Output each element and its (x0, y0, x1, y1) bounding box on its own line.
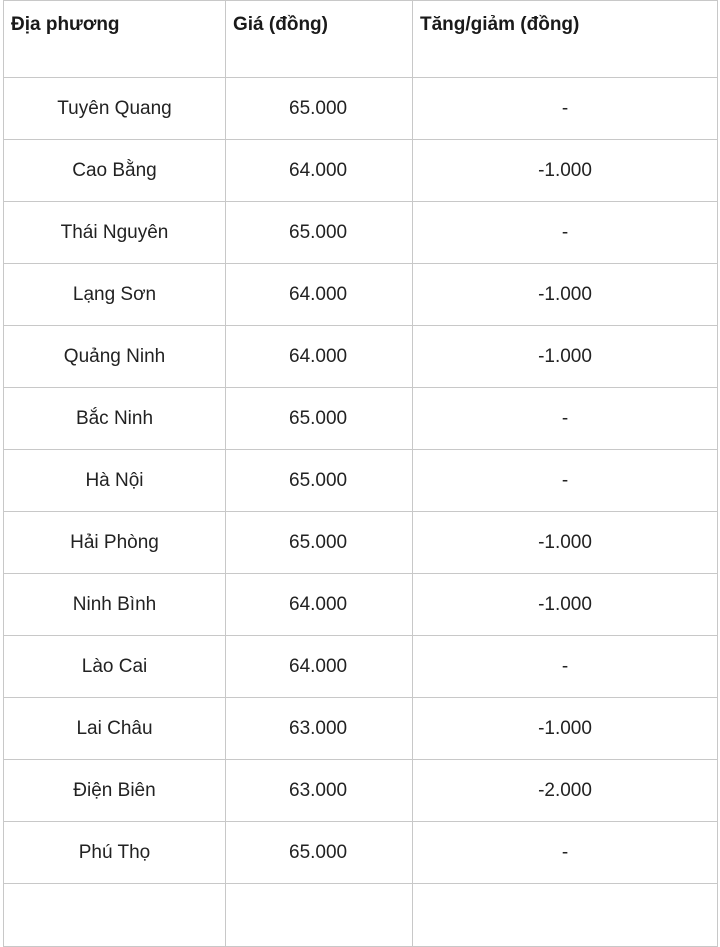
price-cell: 64.000 (226, 140, 413, 202)
change-cell: - (413, 202, 718, 264)
table-row (4, 388, 718, 450)
price-cell: 63.000 (226, 698, 413, 760)
table-row (4, 78, 718, 140)
locality-cell: Bắc Ninh (4, 388, 226, 450)
table-row (4, 636, 718, 698)
table-row (4, 450, 718, 512)
table-row (4, 140, 718, 202)
price-cell: 64.000 (226, 264, 413, 326)
table-row (4, 822, 718, 884)
change-cell: -1.000 (413, 512, 718, 574)
locality-cell: Tuyên Quang (4, 78, 226, 140)
header-price: Giá (đồng) (226, 1, 413, 78)
change-cell: -2.000 (413, 760, 718, 822)
change-cell: - (413, 388, 718, 450)
change-cell: -1.000 (413, 264, 718, 326)
locality-cell: Phú Thọ (4, 822, 226, 884)
table-row (4, 698, 718, 760)
locality-cell: Hà Nội (4, 450, 226, 512)
change-cell: -1.000 (413, 574, 718, 636)
price-cell: 65.000 (226, 388, 413, 450)
price-cell: 64.000 (226, 636, 413, 698)
locality-cell: Quảng Ninh (4, 326, 226, 388)
change-cell (413, 884, 718, 947)
table-row (4, 326, 718, 388)
price-cell: 65.000 (226, 450, 413, 512)
price-table (3, 0, 718, 947)
change-cell: - (413, 636, 718, 698)
change-cell: - (413, 822, 718, 884)
table-row (4, 574, 718, 636)
locality-cell: Cao Bằng (4, 140, 226, 202)
locality-cell: Điện Biên (4, 760, 226, 822)
change-cell: -1.000 (413, 140, 718, 202)
price-cell: 64.000 (226, 326, 413, 388)
price-cell: 65.000 (226, 78, 413, 140)
price-cell: 65.000 (226, 822, 413, 884)
price-cell (226, 884, 413, 947)
locality-cell: Lạng Sơn (4, 264, 226, 326)
change-cell: - (413, 78, 718, 140)
locality-cell: Lào Cai (4, 636, 226, 698)
table-row (4, 264, 718, 326)
price-cell: 65.000 (226, 512, 413, 574)
change-cell: -1.000 (413, 698, 718, 760)
locality-cell: Lai Châu (4, 698, 226, 760)
table-row (4, 884, 718, 947)
price-cell: 64.000 (226, 574, 413, 636)
table-header-row (4, 1, 718, 78)
locality-cell: Thái Nguyên (4, 202, 226, 264)
change-cell: - (413, 450, 718, 512)
table-row (4, 760, 718, 822)
locality-cell: Ninh Bình (4, 574, 226, 636)
locality-cell: Hải Phòng (4, 512, 226, 574)
header-locality: Địa phương (4, 1, 226, 78)
locality-cell (4, 884, 226, 947)
table-row (4, 512, 718, 574)
change-cell: -1.000 (413, 326, 718, 388)
price-cell: 65.000 (226, 202, 413, 264)
header-change: Tăng/giảm (đồng) (413, 1, 718, 78)
price-cell: 63.000 (226, 760, 413, 822)
table-row (4, 202, 718, 264)
